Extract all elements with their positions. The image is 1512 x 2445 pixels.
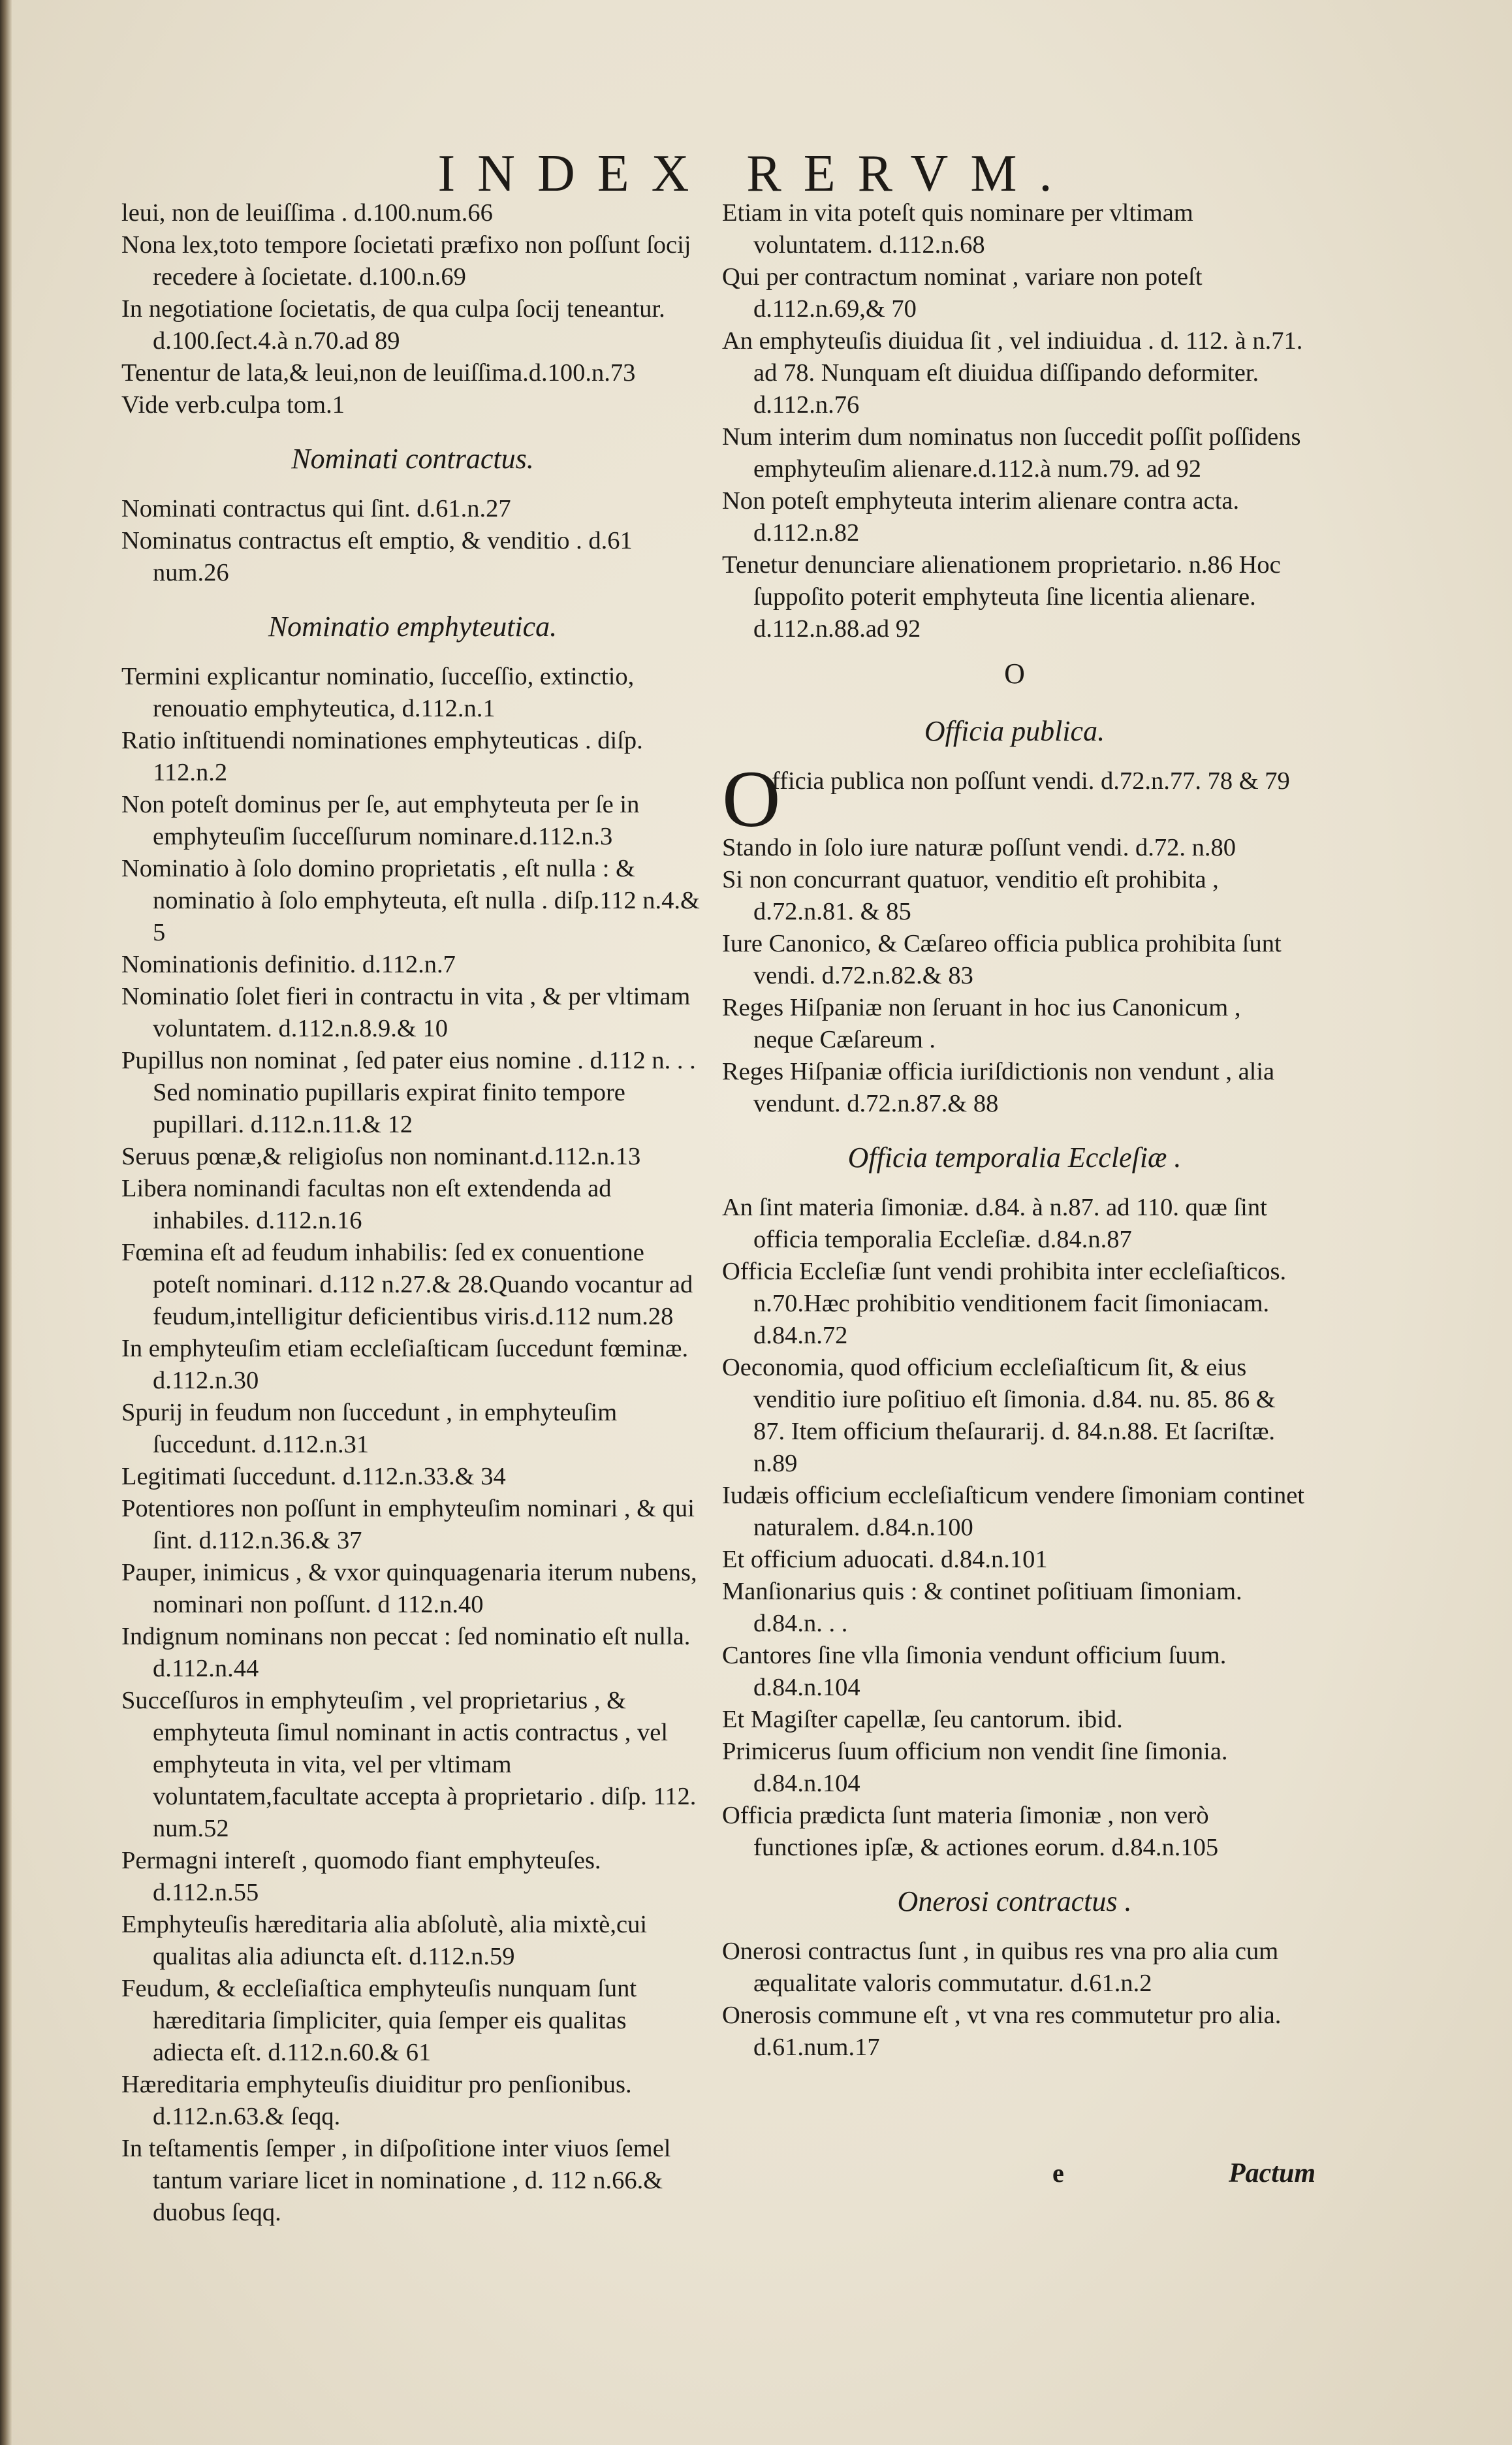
index-entry: In negotiatione ſocietatis, de qua culpa ſocij teneantur. d.100.ſect.4.à n.70.ad 89 (121, 295, 665, 355)
index-entry: Reges Hiſpaniæ officia iuriſdictionis non vendunt , alia vendunt. d.72.n.87.& 88 (722, 1058, 1275, 1117)
index-entry: Primicerus ſuum officium non vendit ſine ſimonia. d.84.n.104 (722, 1738, 1228, 1797)
section-heading: Onerosi contractus . (897, 1885, 1132, 1917)
catchword: Pactum (1229, 2158, 1315, 2188)
index-entry: Fœmina eſt ad feudum inhabilis: ſed ex conuentione poteſt nominari. d.112 n.27.& 28.Quando vocantur ad feudum,intelligitur deficientibus viris.d.112 num.28 (121, 1239, 693, 1330)
index-entry: Tenetur denunciare alienationem proprietario. n.86 Hoc ſuppoſito poterit emphyteuta ſine licentia alienare. d.112.n.88.ad 92 (722, 551, 1281, 643)
entry-text: fficia publica non poſſunt vendi. d.72.n.77. 78 & 79 (772, 767, 1290, 795)
index-entry: In emphyteuſim etiam eccleſiaſticam ſuccedunt fœminæ. d.112.n.30 (121, 1335, 689, 1394)
drop-cap: O (722, 754, 781, 844)
index-entry: Nominatio à ſolo domino proprietatis , eſt nulla : & nominatio à ſolo emphyteuta, eſt nulla . diſp.112 n.4.& 5 (121, 855, 700, 946)
index-entry: Onerosis commune eſt , vt vna res commutetur pro alia. d.61.num.17 (722, 2002, 1282, 2061)
index-entry: Stando in ſolo iure naturæ poſſunt vendi. d.72. n.80 (722, 834, 1236, 861)
index-entry: An emphyteuſis diuidua ſit , vel indiuidua . d. 112. à n.71. ad 78. Nunquam eſt diuidua diſſipando deformiter. d.112.n.76 (722, 327, 1303, 419)
section-heading: Nominatio emphyteutica. (268, 611, 558, 643)
index-entry: Ratio inſtituendi nominationes emphyteuticas . diſp. 112.n.2 (121, 727, 643, 786)
index-entry: Nona lex,toto tempore ſocietati præfixo non poſſunt ſocij recedere à ſocietate. d.100.n.69 (121, 231, 691, 291)
index-entry: Emphyteuſis hæreditaria alia abſolutè, alia mixtè,cui qualitas alia adiuncta eſt. d.112.n.59 (121, 1911, 648, 1970)
signature-mark: e (1052, 2158, 1064, 2188)
index-entry: Iure Canonico, & Cæſareo officia publica prohibita ſunt vendi. d.72.n.82.& 83 (722, 930, 1282, 989)
index-entry: Nominationis definitio. d.112.n.7 (121, 951, 456, 978)
index-entry: Et Magiſter capellæ, ſeu cantorum. ibid. (722, 1706, 1123, 1733)
left-column (121, 197, 704, 2229)
index-entry: Succeſſuros in emphyteuſim , vel proprietarius , & emphyteuta ſimul nominant in actis contractus , vel emphyteuta in vita, vel per vltimam voluntatem,facultate accepta à proprietario . diſp. 112. num.52 (121, 1687, 697, 1842)
index-entry: Non poteſt dominus per ſe, aut emphyteuta per ſe in emphyteuſim ſucceſſurum nominare.d.112.n.3 (121, 791, 640, 850)
index-entry: Legitimati ſuccedunt. d.112.n.33.& 34 (121, 1463, 506, 1490)
index-entry: An ſint materia ſimoniæ. d.84. à n.87. ad 110. quæ ſint officia temporalia Eccleſiæ. d.84.n.87 (722, 1194, 1267, 1253)
index-entry (722, 754, 1307, 844)
index-entry: Reges Hiſpaniæ non ſeruant in hoc ius Canonicum , neque Cæſareum . (722, 994, 1241, 1053)
index-entry: Iudæis officium eccleſiaſticum vendere ſimoniam continet naturalem. d.84.n.100 (722, 1482, 1305, 1541)
index-entry: Si non concurrant quatuor, venditio eſt prohibita , d.72.n.81. & 85 (722, 866, 1219, 925)
index-entry: Oeconomia, quod officium eccleſiaſticum ſit, & eius venditio iure poſitiuo eſt ſimonia. d.84. nu. 85. 86 & 87. Item officium theſaurarij. d. 84.n.88. Et ſacriſtæ. n.89 (722, 1354, 1276, 1477)
index-entry: leui, non de leuiſſima . d.100.num.66 (121, 199, 493, 227)
index-entry: Hæreditaria emphyteuſis diuiditur pro penſionibus. d.112.n.63.& ſeqq. (121, 2071, 632, 2130)
page-binding-shadow (0, 0, 12, 2445)
index-entry: Num interim dum nominatus non ſuccedit poſſit poſſidens emphyteuſim alienare.d.112.à num.79. ad 92 (722, 423, 1301, 483)
right-column (722, 197, 1307, 2064)
index-entry: Tenentur de lata,& leui,non de leuiſſima.d.100.n.73 (121, 359, 636, 387)
index-entry: Termini explicantur nominatio, ſucceſſio, extinctio, renouatio emphyteutica, d.112.n.1 (121, 663, 635, 722)
section-heading: Officia publica. (924, 715, 1105, 747)
index-entry: Qui per contractum nominat , variare non poteſt d.112.n.69,& 70 (722, 263, 1203, 323)
letter-divider: O (1004, 658, 1025, 690)
index-entry: Vide verb.culpa tom.1 (121, 391, 345, 419)
index-entry: Pauper, inimicus , & vxor quinquagenaria iterum nubens, nominari non poſſunt. d 112.n.40 (121, 1559, 697, 1618)
index-entry: Pupillus non nominat , ſed pater eius nomine . d.112 n. . . Sed nominatio pupillaris expirat finito tempore pupillari. d.112.n.11.& 12 (121, 1047, 696, 1138)
index-entry: Nominatus contractus eſt emptio, & venditio . d.61 num.26 (121, 527, 633, 586)
index-entry: Onerosi contractus ſunt , in quibus res vna pro alia cum æqualitate valoris commutatur. d.61.n.2 (722, 1938, 1279, 1997)
index-entry: Officia Eccleſiæ ſunt vendi prohibita inter eccleſiaſticos. n.70.Hæc prohibitio venditionem facit ſimoniacam. d.84.n.72 (722, 1258, 1287, 1349)
page-header: INDEX RERVM. (437, 145, 1075, 202)
index-entry: Nominatio ſolet fieri in contractu in vita , & per vltimam voluntatem. d.112.n.8.9.& 10 (121, 983, 691, 1042)
index-entry: Etiam in vita poteſt quis nominare per vltimam voluntatem. d.112.n.68 (722, 199, 1193, 259)
index-entry: Seruus pœnæ,& religioſus non nominant.d.112.n.13 (121, 1143, 641, 1170)
index-entry: Spurij in feudum non ſuccedunt , in emphyteuſim ſuccedunt. d.112.n.31 (121, 1399, 618, 1458)
index-entry: Nominati contractus qui ſint. d.61.n.27 (121, 495, 511, 522)
index-entry: Libera nominandi facultas non eſt extendenda ad inhabiles. d.112.n.16 (121, 1175, 612, 1234)
section-heading: Nominati contractus. (291, 443, 534, 475)
index-entry: Non poteſt emphyteuta interim alienare contra acta. d.112.n.82 (722, 487, 1240, 547)
index-entry: Potentiores non poſſunt in emphyteuſim nominari , & qui ſint. d.112.n.36.& 37 (121, 1495, 695, 1554)
index-entry: Feudum, & eccleſiaſtica emphyteuſis nunquam ſunt hæreditaria ſimpliciter, quia ſemper eis qualitas adiecta eſt. d.112.n.60.& 61 (121, 1975, 637, 2066)
index-entry: Et officium aduocati. d.84.n.101 (722, 1546, 1048, 1573)
section-heading: Officia temporalia Eccleſiæ . (847, 1142, 1182, 1174)
index-entry: In teſtamentis ſemper , in diſpoſitione inter viuos ſemel tantum variare licet in nominatione , d. 112 n.66.& duobus ſeqq. (121, 2135, 671, 2226)
index-entry: Cantores ſine vlla ſimonia vendunt officium ſuum. d.84.n.104 (722, 1642, 1227, 1701)
index-entry: Officia prædicta ſunt materia ſimoniæ , non verò functiones ipſæ, & actiones eorum. d.84.n.105 (722, 1802, 1219, 1861)
index-entry: Indignum nominans non peccat : ſed nominatio eſt nulla. d.112.n.44 (121, 1623, 691, 1682)
index-entry: Permagni intereſt , quomodo fiant emphyteuſes. d.112.n.55 (121, 1847, 601, 1906)
index-entry: Manſionarius quis : & continet poſitiuam ſimoniam. d.84.n. . . (722, 1578, 1242, 1637)
